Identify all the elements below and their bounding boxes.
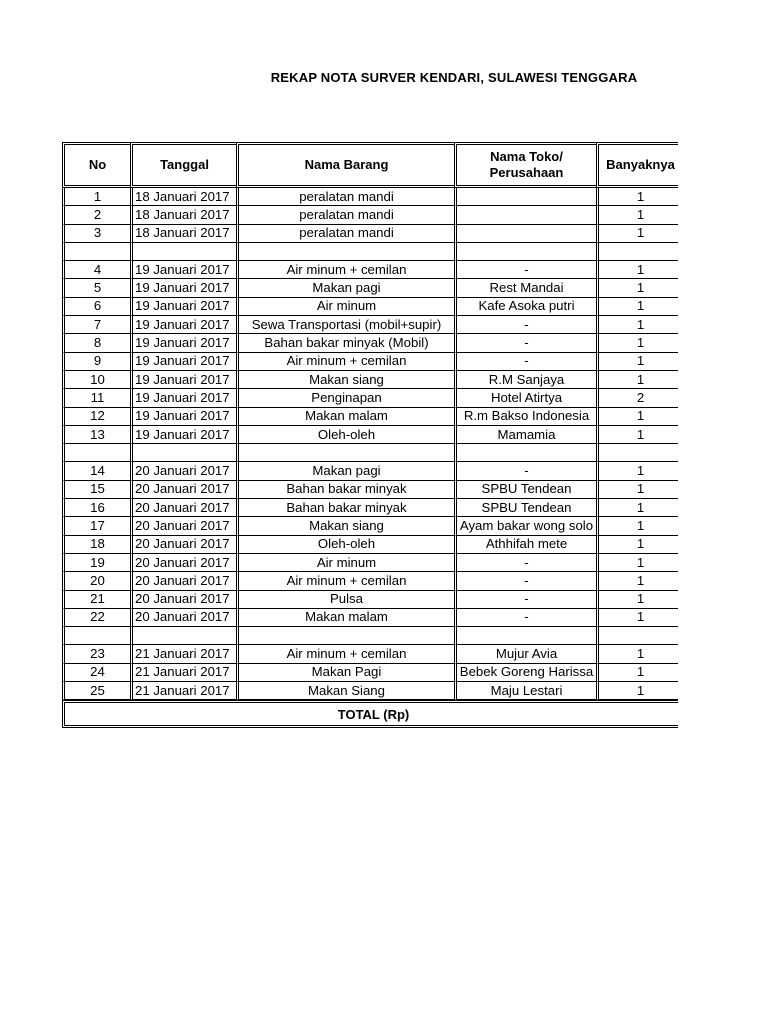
cell-nama-barang: Makan Pagi (236, 664, 454, 682)
table-footer (62, 700, 678, 728)
cell-banyaknya: 1 (596, 298, 678, 316)
cell-tanggal: 19 Januari 2017 (130, 371, 236, 389)
header-nama-toko: Nama Toko/ Perusahaan (454, 142, 596, 188)
cell-nama-toko: Mujur Avia (454, 645, 596, 663)
cell-tanggal (130, 243, 236, 261)
cell-nama-barang: Oleh-oleh (236, 536, 454, 554)
table-row (62, 353, 678, 371)
cell-no: 23 (62, 645, 130, 663)
cell-banyaknya: 1 (596, 536, 678, 554)
cell-nama-toko: - (454, 554, 596, 572)
table-row (62, 298, 678, 316)
table-row (62, 664, 678, 682)
cell-nama-barang: Makan siang (236, 517, 454, 535)
cell-no: 7 (62, 316, 130, 334)
cell-banyaknya: 1 (596, 572, 678, 590)
cell-banyaknya (596, 444, 678, 462)
cell-tanggal: 21 Januari 2017 (130, 664, 236, 682)
table-row (62, 316, 678, 334)
cell-nama-barang: Air minum (236, 298, 454, 316)
cell-nama-barang: Makan pagi (236, 279, 454, 297)
cell-tanggal: 20 Januari 2017 (130, 462, 236, 480)
cell-banyaknya: 2 (596, 389, 678, 407)
cell-tanggal: 19 Januari 2017 (130, 408, 236, 426)
cell-banyaknya: 1 (596, 188, 678, 206)
cell-no: 25 (62, 682, 130, 700)
cell-banyaknya: 1 (596, 408, 678, 426)
cell-nama-barang: Bahan bakar minyak (236, 499, 454, 517)
cell-no: 14 (62, 462, 130, 480)
cell-nama-toko (454, 188, 596, 206)
cell-nama-toko (454, 627, 596, 645)
cell-nama-toko: SPBU Tendean (454, 499, 596, 517)
cell-nama-toko: Athhifah mete (454, 536, 596, 554)
cell-no (62, 444, 130, 462)
cell-no: 2 (62, 206, 130, 224)
cell-tanggal: 20 Januari 2017 (130, 554, 236, 572)
rekap-table (62, 142, 678, 728)
cell-nama-toko: R.m Bakso Indonesia (454, 408, 596, 426)
table-row (62, 499, 678, 517)
cell-nama-barang: Air minum + cemilan (236, 645, 454, 663)
cell-nama-barang: Air minum + cemilan (236, 572, 454, 590)
cell-tanggal: 19 Januari 2017 (130, 316, 236, 334)
cell-nama-toko: - (454, 462, 596, 480)
cell-no: 6 (62, 298, 130, 316)
cell-no: 24 (62, 664, 130, 682)
cell-nama-toko: Mamamia (454, 426, 596, 444)
table-row (62, 481, 678, 499)
cell-tanggal: 20 Januari 2017 (130, 536, 236, 554)
cell-tanggal: 19 Januari 2017 (130, 389, 236, 407)
cell-tanggal: 20 Januari 2017 (130, 499, 236, 517)
cell-nama-barang: Makan siang (236, 371, 454, 389)
cell-nama-barang: Bahan bakar minyak (236, 481, 454, 499)
cell-nama-barang: Air minum + cemilan (236, 261, 454, 279)
cell-tanggal: 19 Januari 2017 (130, 426, 236, 444)
table-row (62, 334, 678, 352)
cell-no: 3 (62, 225, 130, 243)
cell-tanggal: 21 Januari 2017 (130, 682, 236, 700)
cell-banyaknya (596, 243, 678, 261)
cell-nama-toko (454, 206, 596, 224)
table-row (62, 609, 678, 627)
cell-nama-toko: R.M Sanjaya (454, 371, 596, 389)
cell-nama-barang: Air minum (236, 554, 454, 572)
cell-tanggal: 21 Januari 2017 (130, 645, 236, 663)
cell-tanggal: 19 Januari 2017 (130, 353, 236, 371)
cell-tanggal: 20 Januari 2017 (130, 591, 236, 609)
cell-no: 10 (62, 371, 130, 389)
cell-tanggal: 19 Januari 2017 (130, 334, 236, 352)
cell-nama-toko: - (454, 591, 596, 609)
table-row (62, 645, 678, 663)
cell-nama-toko: - (454, 609, 596, 627)
cell-no (62, 243, 130, 261)
table-row (62, 536, 678, 554)
cell-nama-toko (454, 444, 596, 462)
cell-nama-toko: Bebek Goreng Harissa (454, 664, 596, 682)
cell-tanggal: 20 Januari 2017 (130, 481, 236, 499)
cell-nama-toko: - (454, 572, 596, 590)
cell-banyaknya: 1 (596, 261, 678, 279)
cell-nama-barang: Makan malam (236, 609, 454, 627)
cell-tanggal: 20 Januari 2017 (130, 517, 236, 535)
table-body (62, 188, 678, 700)
table-row (62, 279, 678, 297)
cell-nama-barang: Makan malam (236, 408, 454, 426)
cell-nama-barang: Makan Siang (236, 682, 454, 700)
cell-nama-barang: Makan pagi (236, 462, 454, 480)
table-row (62, 225, 678, 243)
cell-no (62, 627, 130, 645)
cell-nama-toko: Ayam bakar wong solo (454, 517, 596, 535)
cell-banyaknya: 1 (596, 462, 678, 480)
cell-nama-toko: - (454, 316, 596, 334)
cell-banyaknya (596, 627, 678, 645)
table-row (62, 389, 678, 407)
table-row (62, 572, 678, 590)
cell-no: 13 (62, 426, 130, 444)
cell-banyaknya: 1 (596, 481, 678, 499)
cell-no: 5 (62, 279, 130, 297)
cell-banyaknya: 1 (596, 334, 678, 352)
table-row (62, 517, 678, 535)
cell-tanggal: 18 Januari 2017 (130, 206, 236, 224)
cell-no: 1 (62, 188, 130, 206)
cell-nama-toko: SPBU Tendean (454, 481, 596, 499)
cell-nama-toko: - (454, 353, 596, 371)
cell-nama-barang (236, 444, 454, 462)
cell-no: 22 (62, 609, 130, 627)
cell-tanggal: 18 Januari 2017 (130, 188, 236, 206)
cell-tanggal: 19 Januari 2017 (130, 298, 236, 316)
header-no: No (62, 142, 130, 188)
cell-tanggal: 20 Januari 2017 (130, 609, 236, 627)
cell-tanggal: 19 Januari 2017 (130, 261, 236, 279)
cell-no: 11 (62, 389, 130, 407)
cell-no: 21 (62, 591, 130, 609)
total-label: TOTAL (Rp) (62, 700, 678, 728)
cell-no: 12 (62, 408, 130, 426)
spreadsheet-area (62, 142, 678, 728)
cell-no: 18 (62, 536, 130, 554)
cell-no: 4 (62, 261, 130, 279)
cell-nama-barang: Penginapan (236, 389, 454, 407)
cell-banyaknya: 1 (596, 499, 678, 517)
table-row (62, 188, 678, 206)
cell-nama-toko: Kafe Asoka putri (454, 298, 596, 316)
cell-banyaknya: 1 (596, 591, 678, 609)
cell-tanggal: 18 Januari 2017 (130, 225, 236, 243)
cell-nama-toko (454, 243, 596, 261)
header-banyaknya: Banyaknya (596, 142, 678, 188)
table-row (62, 426, 678, 444)
cell-no: 17 (62, 517, 130, 535)
cell-no: 9 (62, 353, 130, 371)
cell-nama-barang: Bahan bakar minyak (Mobil) (236, 334, 454, 352)
cell-no: 20 (62, 572, 130, 590)
cell-nama-barang: Sewa Transportasi (mobil+supir) (236, 316, 454, 334)
cell-banyaknya: 1 (596, 426, 678, 444)
cell-banyaknya: 1 (596, 517, 678, 535)
header-nama-barang: Nama Barang (236, 142, 454, 188)
cell-nama-barang (236, 243, 454, 261)
table-row (62, 462, 678, 480)
table-row (62, 591, 678, 609)
table-row (62, 261, 678, 279)
cell-nama-barang (236, 627, 454, 645)
cell-banyaknya: 1 (596, 353, 678, 371)
table-row (62, 682, 678, 700)
cell-tanggal (130, 627, 236, 645)
cell-no: 19 (62, 554, 130, 572)
cell-banyaknya: 1 (596, 316, 678, 334)
cell-nama-barang: peralatan mandi (236, 206, 454, 224)
cell-no: 15 (62, 481, 130, 499)
table-header (62, 142, 678, 188)
cell-banyaknya: 1 (596, 206, 678, 224)
cell-banyaknya: 1 (596, 645, 678, 663)
document-title: REKAP NOTA SURVER KENDARI, SULAWESI TENGGARA (270, 70, 638, 85)
cell-nama-barang: Air minum + cemilan (236, 353, 454, 371)
cell-banyaknya: 1 (596, 664, 678, 682)
cell-tanggal: 20 Januari 2017 (130, 572, 236, 590)
cell-no: 16 (62, 499, 130, 517)
cell-nama-barang: Oleh-oleh (236, 426, 454, 444)
cell-banyaknya: 1 (596, 609, 678, 627)
cell-nama-barang: peralatan mandi (236, 188, 454, 206)
cell-tanggal (130, 444, 236, 462)
cell-banyaknya: 1 (596, 371, 678, 389)
cell-banyaknya: 1 (596, 225, 678, 243)
cell-banyaknya: 1 (596, 682, 678, 700)
cell-nama-toko: - (454, 334, 596, 352)
blank-row (62, 627, 678, 645)
cell-nama-toko (454, 225, 596, 243)
header-tanggal: Tanggal (130, 142, 236, 188)
cell-nama-barang: Pulsa (236, 591, 454, 609)
table-row (62, 371, 678, 389)
cell-no: 8 (62, 334, 130, 352)
cell-tanggal: 19 Januari 2017 (130, 279, 236, 297)
cell-nama-toko: Hotel Atirtya (454, 389, 596, 407)
table-row (62, 206, 678, 224)
blank-row (62, 243, 678, 261)
cell-nama-barang: peralatan mandi (236, 225, 454, 243)
table-row (62, 554, 678, 572)
cell-banyaknya: 1 (596, 554, 678, 572)
table-row (62, 408, 678, 426)
cell-banyaknya: 1 (596, 279, 678, 297)
blank-row (62, 444, 678, 462)
cell-nama-toko: - (454, 261, 596, 279)
cell-nama-toko: Maju Lestari (454, 682, 596, 700)
cell-nama-toko: Rest Mandai (454, 279, 596, 297)
